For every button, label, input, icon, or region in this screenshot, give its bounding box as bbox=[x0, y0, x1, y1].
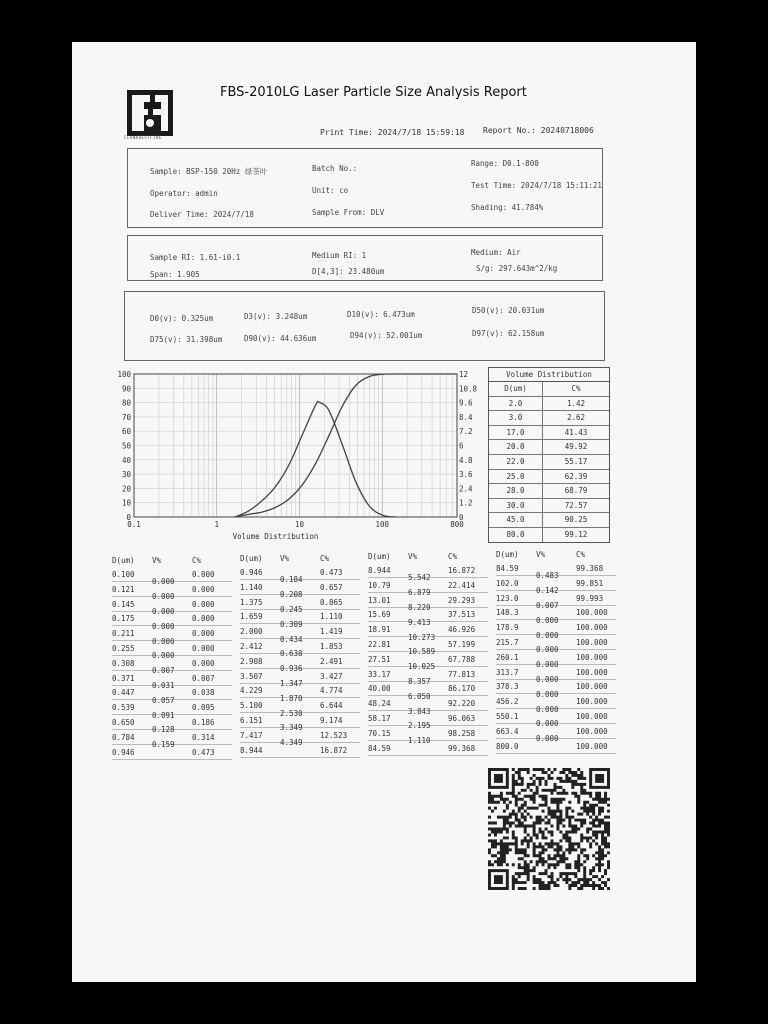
vd-table-header bbox=[489, 382, 609, 397]
diameter-value: 33.17 bbox=[368, 669, 391, 679]
d90-value: D90(v): 44.636um bbox=[244, 334, 317, 343]
diameter-value: 456.2 bbox=[496, 697, 519, 707]
d0-value: D0(v): 0.325um bbox=[150, 314, 214, 323]
diameter-value: 84.59 bbox=[496, 564, 519, 573]
vd-c-value: 72.57 bbox=[564, 500, 588, 510]
vd-row bbox=[489, 499, 609, 514]
diameter-value: 313.7 bbox=[496, 667, 519, 677]
company-logo bbox=[127, 90, 173, 136]
cumulative-value: 100.000 bbox=[576, 712, 608, 721]
vd-row bbox=[489, 528, 609, 542]
chart-title: Volume Distribution bbox=[232, 532, 319, 541]
cumulative-value: 92.220 bbox=[448, 699, 476, 709]
volume-distribution-chart bbox=[112, 367, 482, 547]
table-header: C% bbox=[320, 554, 330, 563]
vd-c-value: 68.79 bbox=[564, 486, 588, 496]
volume-percent-value: 0.434 bbox=[280, 634, 303, 644]
y-left-tick-label: 30 bbox=[121, 470, 131, 480]
cumulative-value: 99.851 bbox=[576, 578, 604, 588]
diameter-value: 2.908 bbox=[240, 656, 263, 666]
d94-value: D94(v): 52.001um bbox=[350, 331, 423, 340]
cumulative-value: 77.813 bbox=[448, 669, 476, 679]
cumulative-value: 100.000 bbox=[576, 667, 608, 677]
volume-percent-value: 0.000 bbox=[536, 689, 559, 699]
cumulative-value: 0.038 bbox=[192, 688, 215, 698]
table-header: D(um) bbox=[368, 552, 391, 561]
row-divider bbox=[368, 755, 488, 756]
cumulative-value: 0.000 bbox=[192, 584, 215, 594]
diameter-value: 260.1 bbox=[496, 652, 519, 662]
medium-field: Medium: Air bbox=[471, 248, 521, 257]
cumulative-value: 100.000 bbox=[576, 652, 608, 662]
vd-c-value: 62.39 bbox=[564, 471, 588, 481]
d43-field: D[4,3]: 23.480um bbox=[312, 267, 385, 276]
volume-percent-value: 0.000 bbox=[152, 621, 175, 631]
x-tick-label: 100 bbox=[375, 520, 390, 529]
y-left-tick-label: 0 bbox=[126, 513, 131, 522]
volume-percent-value: 0.208 bbox=[280, 590, 303, 600]
diameter-value: 58.17 bbox=[368, 714, 391, 723]
y-right-tick-label: 10.8 bbox=[459, 384, 478, 394]
y-left-tick-label: 70 bbox=[121, 412, 131, 422]
volume-percent-value: 2.530 bbox=[280, 708, 303, 718]
cumulative-value: 0.473 bbox=[192, 747, 215, 757]
volume-percent-value: 0.936 bbox=[280, 664, 303, 674]
volume-percent-value: 2.195 bbox=[408, 721, 431, 731]
print-time: Print Time: 2024/7/18 15:59:18 bbox=[320, 128, 465, 137]
cumulative-value: 100.000 bbox=[576, 697, 608, 707]
volume-percent-value: 0.000 bbox=[536, 645, 559, 655]
volume-percent-value: 9.413 bbox=[408, 617, 431, 627]
volume-percent-value: 0.000 bbox=[536, 734, 559, 744]
y-left-tick-label: 20 bbox=[121, 484, 131, 494]
x-tick-label: 1 bbox=[214, 520, 220, 529]
row-divider bbox=[240, 757, 360, 758]
qr-code bbox=[488, 764, 610, 894]
cumulative-value: 1.853 bbox=[320, 642, 343, 651]
volume-percent-value: 0.000 bbox=[536, 660, 559, 670]
cumulative-value: 1.110 bbox=[320, 612, 343, 622]
cumulative-value: 37.513 bbox=[448, 610, 476, 620]
vd-d-value: 2.0 bbox=[489, 397, 543, 411]
volume-percent-value: 4.349 bbox=[280, 738, 303, 748]
vd-col-d: D(um) bbox=[489, 382, 543, 396]
shading-field: Shading: 41.784% bbox=[471, 203, 544, 212]
y-right-tick-label: 3.6 bbox=[459, 470, 473, 480]
deliver-time-field: Deliver Time: 2024/7/18 bbox=[150, 210, 254, 219]
row-divider bbox=[496, 753, 616, 754]
table-header: D(um) bbox=[240, 554, 263, 563]
cumulative-value: 99.368 bbox=[448, 743, 476, 753]
x-tick-label: 10 bbox=[294, 520, 305, 529]
volume-percent-value: 0.000 bbox=[536, 675, 559, 684]
cumulative-value: 67.788 bbox=[448, 654, 476, 664]
volume-percent-value: 0.483 bbox=[536, 571, 559, 581]
y-left-tick-label: 60 bbox=[121, 427, 131, 437]
vd-row bbox=[489, 484, 609, 499]
y-right-tick-label: 9.6 bbox=[459, 398, 473, 408]
table-header: V% bbox=[152, 556, 162, 565]
volume-percent-value: 0.128 bbox=[152, 725, 175, 735]
diameter-value: 4.229 bbox=[240, 686, 263, 696]
cumulative-value: 0.095 bbox=[192, 703, 215, 713]
vd-table-title: Volume Distribution bbox=[489, 368, 609, 382]
y-left-tick-label: 80 bbox=[121, 398, 131, 408]
volume-percent-value: 0.184 bbox=[280, 575, 303, 585]
diameter-value: 0.784 bbox=[112, 732, 135, 742]
volume-percent-value: 6.050 bbox=[408, 691, 431, 701]
diameter-value: 800.0 bbox=[496, 741, 519, 751]
y-right-tick-label: 4.8 bbox=[459, 455, 473, 465]
report-title: FBS-2010LG Laser Particle Size Analysis Report bbox=[220, 85, 527, 100]
diameter-value: 27.51 bbox=[368, 654, 391, 664]
diameter-value: 15.69 bbox=[368, 610, 391, 620]
cumulative-value: 96.063 bbox=[448, 714, 476, 723]
table-header: V% bbox=[536, 550, 546, 559]
cumulative-value: 0.473 bbox=[320, 568, 343, 577]
table-header: C% bbox=[192, 556, 202, 565]
cumulative-value: 0.000 bbox=[192, 629, 215, 639]
table-header: V% bbox=[280, 554, 290, 563]
diameter-value: 0.371 bbox=[112, 673, 135, 683]
diameter-value: 22.81 bbox=[368, 640, 391, 649]
volume-percent-value: 0.309 bbox=[280, 619, 303, 629]
sample-field: Sample: BSP-150 20Hz 绿茶叶 bbox=[150, 167, 268, 176]
vd-d-value: 22.0 bbox=[489, 455, 543, 469]
d97-value: D97(v): 62.158um bbox=[472, 329, 545, 338]
y-left-tick-label: 40 bbox=[121, 455, 131, 465]
cumulative-value: 4.774 bbox=[320, 686, 343, 696]
diameter-value: 0.447 bbox=[112, 688, 135, 698]
unit-field: Unit: co bbox=[312, 186, 349, 195]
cumulative-value: 0.000 bbox=[192, 658, 215, 668]
d-values-box bbox=[124, 291, 605, 361]
cumulative-value: 0.186 bbox=[192, 718, 215, 727]
table-header: C% bbox=[576, 550, 586, 559]
diameter-value: 0.255 bbox=[112, 644, 135, 653]
vd-d-value: 80.0 bbox=[489, 528, 543, 542]
diameter-value: 1.140 bbox=[240, 582, 263, 592]
volume-percent-value: 0.091 bbox=[152, 710, 175, 720]
cumulative-value: 0.314 bbox=[192, 732, 215, 742]
volume-percent-value: 1.347 bbox=[280, 679, 303, 688]
logo-subtext: FLANKBESTFINE bbox=[124, 135, 162, 140]
diameter-value: 0.211 bbox=[112, 629, 135, 639]
volume-percent-value: 0.638 bbox=[280, 649, 303, 659]
x-tick-label: 0.1 bbox=[127, 520, 141, 529]
volume-percent-value: 0.000 bbox=[152, 592, 175, 602]
cumulative-value: 16.872 bbox=[320, 745, 348, 755]
y-right-tick-label: 6 bbox=[459, 441, 464, 451]
y-right-tick-label: 7.2 bbox=[459, 427, 473, 437]
vd-c-value: 55.17 bbox=[564, 456, 588, 466]
cumulative-value: 100.000 bbox=[576, 682, 608, 692]
cumulative-value: 0.865 bbox=[320, 597, 343, 607]
volume-percent-value: 0.007 bbox=[152, 666, 175, 676]
vd-col-c: C% bbox=[571, 384, 581, 393]
diameter-value: 5.100 bbox=[240, 701, 263, 711]
diameter-value: 2.000 bbox=[240, 627, 263, 637]
volume-percent-value: 8.357 bbox=[408, 677, 431, 686]
y-left-tick-label: 90 bbox=[121, 384, 131, 394]
diameter-value: 84.59 bbox=[368, 743, 391, 753]
vd-row bbox=[489, 411, 609, 426]
cumulative-value: 29.293 bbox=[448, 595, 476, 605]
diameter-value: 18.91 bbox=[368, 625, 391, 635]
report-page bbox=[72, 42, 696, 982]
diameter-value: 663.4 bbox=[496, 726, 519, 736]
vd-d-value: 45.0 bbox=[489, 513, 543, 527]
cumulative-value: 9.174 bbox=[320, 716, 343, 725]
cumulative-value: 100.000 bbox=[576, 741, 608, 751]
vd-c-value: 99.12 bbox=[564, 529, 588, 539]
diameter-value: 148.3 bbox=[496, 608, 519, 618]
volume-percent-value: 1.110 bbox=[408, 736, 431, 746]
operator-field: Operator: admin bbox=[150, 189, 218, 198]
diameter-value: 0.539 bbox=[112, 703, 135, 713]
cumulative-value: 0.657 bbox=[320, 582, 343, 592]
range-field: Range: D0.1-800 bbox=[471, 159, 539, 168]
diameter-value: 102.0 bbox=[496, 578, 519, 588]
diameter-value: 0.145 bbox=[112, 599, 135, 609]
diameter-value: 123.0 bbox=[496, 593, 519, 603]
cumulative-value: 100.000 bbox=[576, 726, 608, 736]
volume-percent-value: 0.057 bbox=[152, 695, 175, 705]
diameter-value: 8.944 bbox=[240, 745, 263, 755]
volume-percent-value: 10.025 bbox=[408, 662, 436, 672]
volume-percent-value: 0.142 bbox=[536, 586, 559, 596]
y-right-tick-label: 8.4 bbox=[459, 412, 473, 422]
volume-percent-value: 8.220 bbox=[408, 603, 431, 612]
diameter-value: 40.00 bbox=[368, 684, 391, 694]
vd-d-value: 28.0 bbox=[489, 484, 543, 498]
vd-row bbox=[489, 397, 609, 412]
vd-c-value: 90.25 bbox=[564, 515, 588, 525]
vd-d-value: 17.0 bbox=[489, 426, 543, 440]
qr-pattern bbox=[488, 768, 610, 890]
x-tick-label: 800 bbox=[450, 520, 464, 529]
vd-c-value: 49.92 bbox=[564, 442, 588, 452]
cumulative-value: 0.000 bbox=[192, 644, 215, 653]
vd-d-value: 30.0 bbox=[489, 499, 543, 513]
diameter-value: 7.417 bbox=[240, 730, 263, 740]
table-header: D(um) bbox=[112, 556, 135, 565]
diameter-value: 6.151 bbox=[240, 716, 263, 725]
diameter-value: 13.01 bbox=[368, 595, 391, 605]
cumulative-value: 100.000 bbox=[576, 638, 608, 647]
d3-value: D3(v): 3.248um bbox=[244, 312, 308, 321]
y-right-tick-label: 0 bbox=[459, 513, 464, 522]
cumulative-value: 12.523 bbox=[320, 730, 348, 740]
vd-d-value: 3.0 bbox=[489, 411, 543, 425]
cumulative-value: 0.000 bbox=[192, 599, 215, 609]
volume-percent-value: 0.245 bbox=[280, 605, 303, 614]
diameter-value: 178.9 bbox=[496, 623, 519, 633]
cumulative-value: 0.000 bbox=[192, 570, 215, 579]
diameter-value: 0.946 bbox=[112, 747, 135, 757]
diameter-value: 0.175 bbox=[112, 614, 135, 624]
cumulative-value: 99.993 bbox=[576, 593, 604, 603]
y-right-tick-label: 12 bbox=[459, 370, 469, 379]
row-divider bbox=[112, 759, 232, 760]
volume-percent-value: 6.879 bbox=[408, 588, 431, 598]
volume-percent-value: 0.159 bbox=[152, 740, 175, 750]
diameter-value: 10.79 bbox=[368, 580, 391, 590]
cumulative-value: 6.644 bbox=[320, 701, 343, 711]
table-header: D(um) bbox=[496, 550, 519, 559]
d75-value: D75(v): 31.398um bbox=[150, 335, 223, 344]
y-left-tick-label: 10 bbox=[121, 498, 131, 508]
volume-percent-value: 0.000 bbox=[152, 607, 175, 616]
y-right-tick-label: 2.4 bbox=[459, 484, 473, 494]
cumulative-value: 0.007 bbox=[192, 673, 215, 683]
cumulative-value: 57.199 bbox=[448, 640, 476, 649]
batch-field: Batch No.: bbox=[312, 164, 358, 173]
diameter-value: 0.308 bbox=[112, 658, 135, 668]
table-header: V% bbox=[408, 552, 418, 561]
volume-percent-value: 0.007 bbox=[536, 601, 559, 610]
cumulative-value: 3.427 bbox=[320, 671, 343, 681]
diameter-value: 0.100 bbox=[112, 570, 135, 579]
volume-percent-value: 1.870 bbox=[280, 693, 303, 703]
distribution-curve bbox=[235, 401, 396, 517]
d10-value: D10(v): 6.473um bbox=[347, 310, 415, 319]
vd-row bbox=[489, 440, 609, 455]
cumulative-value: 1.419 bbox=[320, 627, 343, 637]
vd-c-value: 1.42 bbox=[566, 398, 586, 408]
cumulative-value: 46.926 bbox=[448, 625, 476, 635]
cumulative-value: 16.872 bbox=[448, 566, 476, 575]
medium-ri-field: Medium RI: 1 bbox=[312, 251, 367, 260]
span-field: Span: 1.905 bbox=[150, 270, 200, 279]
cumulative-value: 100.000 bbox=[576, 623, 608, 633]
sample-ri-field: Sample RI: 1.61-i0.1 bbox=[150, 253, 241, 262]
vd-row bbox=[489, 513, 609, 528]
diameter-value: 1.375 bbox=[240, 597, 263, 607]
vd-c-value: 2.62 bbox=[566, 413, 586, 423]
volume-percent-value: 0.000 bbox=[536, 615, 559, 625]
diameter-value: 1.659 bbox=[240, 612, 263, 622]
volume-percent-value: 10.589 bbox=[408, 647, 436, 657]
volume-percent-value: 0.031 bbox=[152, 681, 175, 690]
diameter-value: 2.412 bbox=[240, 642, 263, 651]
cumulative-value: 98.258 bbox=[448, 728, 476, 738]
diameter-value: 550.1 bbox=[496, 712, 519, 721]
cumulative-value: 99.368 bbox=[576, 564, 604, 573]
vd-row bbox=[489, 426, 609, 441]
diameter-value: 0.650 bbox=[112, 718, 135, 727]
vd-row bbox=[489, 470, 609, 485]
volume-percent-value: 0.000 bbox=[536, 630, 559, 640]
vd-row bbox=[489, 455, 609, 470]
report-number: Report No.: 20240718006 bbox=[483, 126, 594, 135]
diameter-value: 0.946 bbox=[240, 568, 263, 577]
cumulative-value: 0.000 bbox=[192, 614, 215, 624]
volume-percent-value: 5.542 bbox=[408, 573, 431, 583]
table-header: C% bbox=[448, 552, 458, 561]
volume-distribution-table bbox=[488, 367, 610, 543]
volume-percent-value: 0.000 bbox=[152, 577, 175, 587]
test-time-field: Test Time: 2024/7/18 15:11:21 bbox=[471, 181, 602, 190]
vd-d-value: 20.0 bbox=[489, 440, 543, 454]
y-left-tick-label: 50 bbox=[121, 441, 131, 451]
cumulative-value: 2.491 bbox=[320, 656, 343, 666]
diameter-value: 0.121 bbox=[112, 584, 135, 594]
vd-c-value: 41.43 bbox=[564, 427, 588, 437]
volume-percent-value: 3.349 bbox=[280, 723, 303, 733]
volume-percent-value: 0.000 bbox=[152, 636, 175, 646]
volume-percent-value: 10.273 bbox=[408, 632, 436, 642]
volume-percent-value: 0.000 bbox=[152, 651, 175, 661]
diameter-value: 8.944 bbox=[368, 566, 391, 575]
d50-value: D50(v): 20.031um bbox=[472, 306, 545, 315]
diameter-value: 70.15 bbox=[368, 728, 391, 738]
y-right-tick-label: 1.2 bbox=[459, 498, 473, 508]
diameter-value: 378.3 bbox=[496, 682, 519, 692]
volume-percent-value: 0.000 bbox=[536, 719, 559, 729]
diameter-value: 215.7 bbox=[496, 638, 519, 647]
sample-from-field: Sample From: DLV bbox=[312, 208, 385, 217]
cumulative-value: 86.170 bbox=[448, 684, 476, 694]
cumulative-value: 100.000 bbox=[576, 608, 608, 618]
vd-d-value: 25.0 bbox=[489, 470, 543, 484]
diameter-value: 48.24 bbox=[368, 699, 391, 709]
size-data-table bbox=[112, 552, 622, 762]
sg-field: S/g: 297.643m^2/kg bbox=[476, 264, 558, 273]
volume-percent-value: 0.000 bbox=[536, 704, 559, 714]
y-left-tick-label: 100 bbox=[117, 370, 131, 379]
volume-percent-value: 3.843 bbox=[408, 706, 431, 716]
cumulative-value: 22.414 bbox=[448, 580, 476, 590]
diameter-value: 3.507 bbox=[240, 671, 263, 681]
